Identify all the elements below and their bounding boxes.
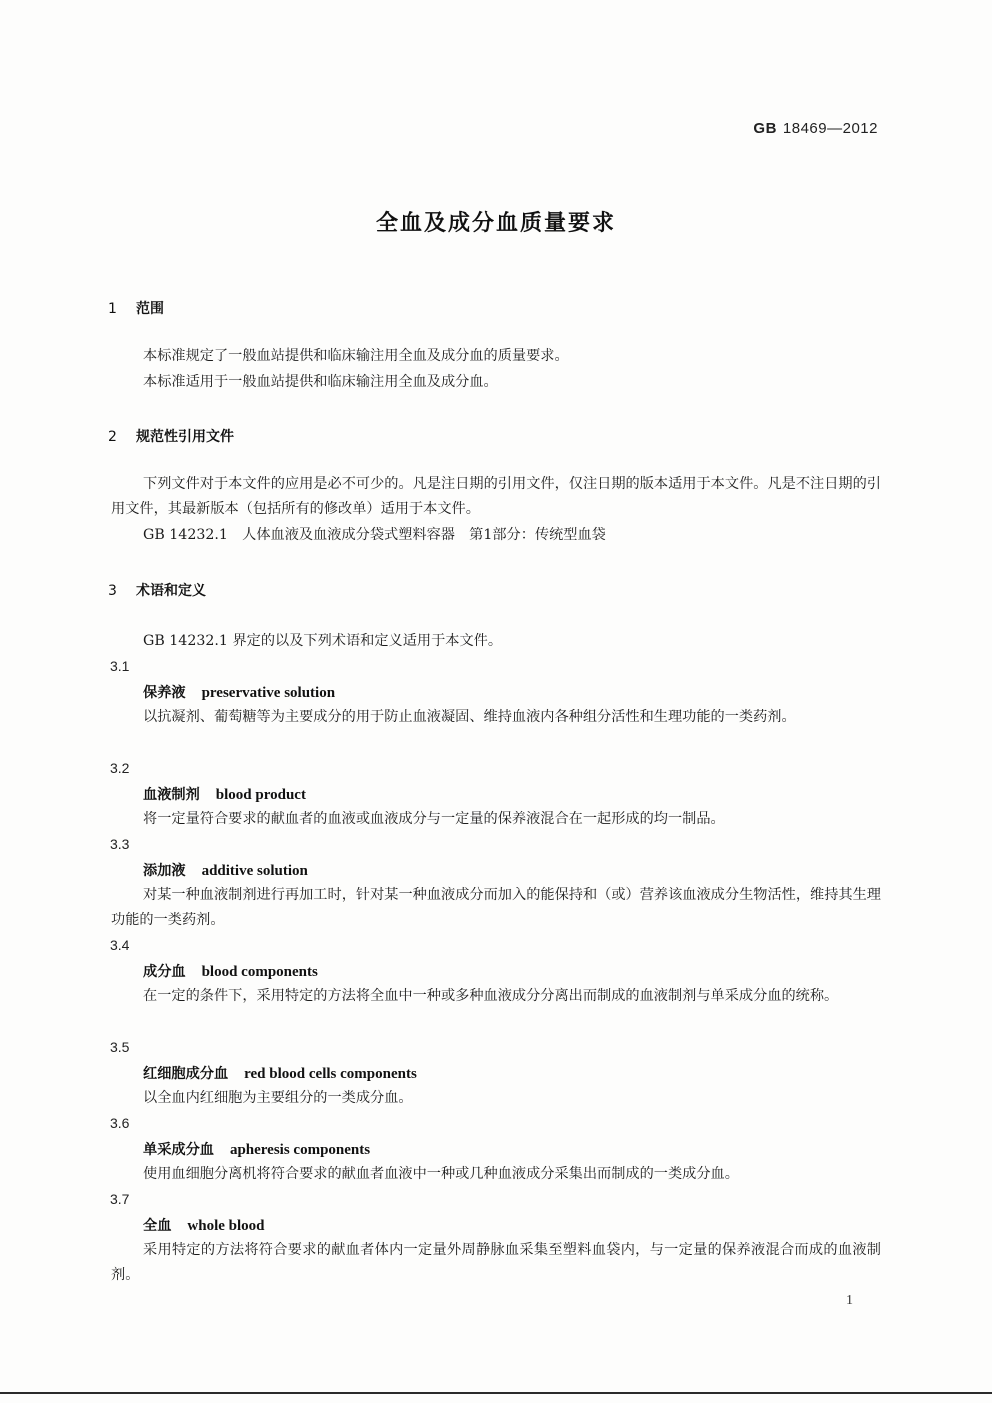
term-english: whole blood [187,1218,265,1234]
term-name [143,1139,370,1159]
term-number: 3.3 [110,836,130,852]
standard-prefix: GB [753,120,777,137]
section-number: 2 [108,429,117,445]
term-name [143,1063,417,1083]
term-chinese: 红细胞成分血 [143,1066,229,1082]
section-1-heading [108,298,164,318]
document-title: 全血及成分血质量要求 [375,211,616,236]
term-chinese: 成分血 [143,964,186,980]
term-english: blood product [215,787,306,803]
term-number: 3.5 [110,1039,130,1055]
term-english: apheresis components [229,1142,371,1158]
term-number: 3.2 [110,760,130,776]
term-number: 3.4 [110,937,130,953]
term-number: 3.7 [110,1191,130,1207]
term-definition: 使用血细胞分离机将符合要求的献血者血液中一种或几种血液成分采集出而制成的一类成分血。 [143,1166,739,1182]
term-english: red blood cells components [244,1066,417,1082]
page-bottom-edge [0,1392,992,1394]
term-definition: 以抗凝剂、葡萄糖等为主要成分的用于防止血液凝固、维持血液内各种组分活性和生理功能的一类药剂。 [143,709,796,725]
section-title: 规范性引用文件 [136,429,234,445]
term-name [143,860,308,880]
term-name [143,1215,265,1235]
standard-number: 18469—2012 [782,120,878,137]
term-chinese: 血液制剂 [143,787,200,803]
term-definition: 在一定的条件下，采用特定的方法将全血中一种或多种血液成分分离出而制成的血液制剂与单采成分血的统称。 [143,988,839,1004]
term-chinese: 全血 [143,1218,172,1234]
term-definition: 将一定量符合要求的献血者的血液或血液成分与一定量的保养液混合在一起形成的均一制品。 [143,811,725,827]
term-chinese: 保养液 [143,685,186,701]
term-chinese: 添加液 [143,863,186,879]
term-definition: 对某一种血液制剂进行再加工时，针对某一种血液成分而加入的能保持和（或）营养该血液成分生物活性，维持其生理功能的一类药剂。 [111,887,881,928]
term-definition: 采用特定的方法将符合要求的献血者体内一定量外周静脉血采集至塑料血袋内，与一定量的保养液混合而成的血液制剂。 [111,1242,881,1283]
term-chinese: 单采成分血 [143,1142,214,1158]
term-number: 3.1 [110,658,130,674]
page-number: 1 [846,1293,853,1308]
section-title: 术语和定义 [136,583,206,599]
normative-reference: GB 14232.1 人体血液及血液成分袋式塑料容器 第1部分：传统型血袋 [143,527,606,543]
term-name [143,961,318,981]
section-number: 3 [108,583,117,599]
term-english: blood components [201,964,318,980]
section-1-paragraph-1: 本标准规定了一般血站提供和临床输注用全血及成分血的质量要求。 [143,348,569,364]
section-2-paragraph-1: 下列文件对于本文件的应用是必不可少的。凡是注日期的引用文件，仅注日期的版本适用于本文件。凡是不注日期的引用文件，其最新版本（包括所有的修改单）适用于本文件。 [111,476,881,517]
term-english: preservative solution [201,685,336,701]
term-english: additive solution [201,863,308,879]
section-number: 1 [108,301,117,317]
term-definition: 以全血内红细胞为主要组分的一类成分血。 [143,1090,413,1106]
section-2-heading [108,426,234,446]
section-3-intro: GB 14232.1 界定的以及下列术语和定义适用于本文件。 [143,633,503,649]
section-title: 范围 [136,301,164,317]
term-name [143,784,306,804]
term-number: 3.6 [110,1115,130,1131]
section-3-heading [108,580,206,600]
term-name [143,682,335,702]
section-1-paragraph-2: 本标准适用于一般血站提供和临床输注用全血及成分血。 [143,374,498,390]
standard-code [753,120,878,137]
